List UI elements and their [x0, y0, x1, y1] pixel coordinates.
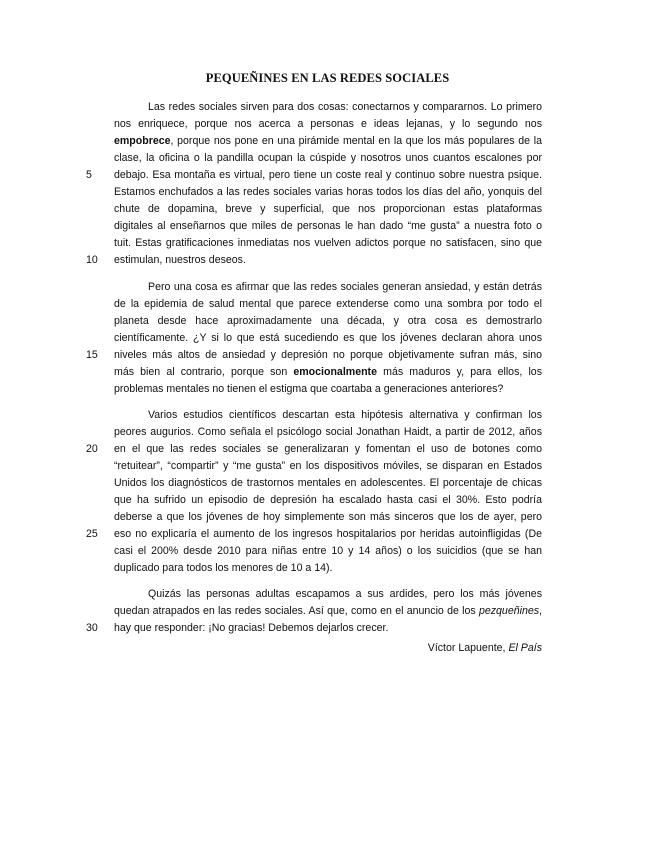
- text-run: “retuitear”, “compartir” y “me gusta” en los dispositivos móviles, se disparan en Estados: [114, 460, 542, 472]
- text-line: [114, 150, 542, 167]
- bold-word: empobrece: [114, 135, 171, 147]
- signature: [428, 640, 542, 657]
- text-run: chute de dopamina, breve y superficial, que nos proporcionan estas plataformas: [114, 203, 542, 215]
- text-line: [114, 620, 542, 637]
- line-number: 15: [86, 349, 98, 361]
- text-line: [114, 313, 542, 330]
- text-line: [114, 167, 542, 184]
- text-line: [114, 201, 542, 218]
- text-line: [114, 218, 542, 235]
- text-run: clase, la oficina o la pandilla ocupan la cúspide y nosotros unos cuantos escalones por: [114, 152, 542, 164]
- text-run: hay que responder: ¡No gracias! Debemos dejarlos crecer.: [114, 622, 389, 634]
- text-line: [114, 296, 542, 313]
- text-run: más bien al contrario, porque son: [114, 366, 294, 378]
- text-line: [148, 99, 542, 116]
- text-run: de la epidemia de salud mental que parece extenderse como una sombra por todo el: [114, 298, 542, 310]
- text-line: [148, 279, 542, 296]
- text-line: [114, 509, 542, 526]
- text-line: [114, 475, 542, 492]
- text-run: digitales al enseñarnos que miles de personas le han dado “me gusta” a nuestra foto o: [114, 220, 542, 232]
- text-line: [114, 492, 542, 509]
- text-run: deberse a que los jóvenes de hoy simplemente son más sinceros que los de ayer, pero: [114, 511, 542, 523]
- text-run: quedan atrapados en las redes sociales. Así que, como en el anuncio de los: [114, 605, 479, 617]
- text-line: [114, 235, 542, 252]
- text-run: Varios estudios científicos descartan esta hipótesis alternativa y confirman los: [148, 409, 542, 421]
- text-run: , porque nos pone en una pirámide mental en la que los más populares de la: [170, 135, 542, 147]
- text-run: niveles más altos de ansiedad y depresión no porque objetivamente sufran más, sino: [114, 349, 542, 361]
- text-run: debajo. Esa montaña es virtual, pero tiene un coste real y continuo sobre nuestra psique.: [114, 169, 542, 181]
- text-run: que ha sufrido un episodio de depresión ha escalado hasta casi el 30%. Esto podría: [114, 494, 542, 506]
- text-run: problemas mentales no tienen el estigma que coartaba a generaciones anteriores?: [114, 383, 504, 395]
- line-number: 5: [86, 169, 92, 181]
- text-line: [114, 330, 542, 347]
- author-name: Víctor Lapuente,: [427, 642, 509, 654]
- document-title: PEQUEÑINES EN LAS REDES SOCIALES: [205, 71, 450, 85]
- text-run: en el que las redes sociales se generalizaran y fomentan el uso de botones como: [114, 443, 542, 455]
- italic-word: pezqueñines: [478, 605, 540, 617]
- text-line: [114, 543, 542, 560]
- text-line: [114, 364, 542, 381]
- text-run: tuit. Estas gratificaciones inmediatas nos vuelven adictos porque no satisfacen, sino que: [114, 237, 542, 249]
- text-run: nos enriquece, porque nos acerca a personas e ideas lejanas, y lo segundo nos: [114, 118, 542, 130]
- text-run: estimulan, nuestros deseos.: [114, 254, 246, 266]
- text-run: Quizás las personas adultas escapamos a sus ardides, pero los más jóvenes: [148, 588, 542, 600]
- text-run: duplicado para todos los menores de 10 a 14).: [114, 562, 333, 574]
- text-line: [114, 116, 542, 133]
- text-line: [114, 603, 542, 620]
- text-run: Las redes sociales sirven para dos cosas: conectarnos y compararnos. Lo primero: [148, 101, 542, 113]
- text-run: ,: [539, 605, 542, 617]
- text-run: más maduros y, para ellos, los: [376, 366, 542, 378]
- line-number: 30: [86, 622, 98, 634]
- line-number: 10: [86, 254, 98, 266]
- text-line: [114, 381, 542, 398]
- text-run: Estamos enchufados a las redes sociales varias horas todos los días del año, yonquis del: [114, 186, 542, 198]
- text-run: Pero una cosa es afirmar que las redes sociales generan ansiedad, y están detrás: [148, 281, 542, 293]
- text-line: [114, 133, 542, 150]
- text-line: [114, 347, 542, 364]
- text-run: peores augurios. Como señala el psicólogo social Jonathan Haidt, a partir de 2012, años: [114, 426, 542, 438]
- bold-word: emocionalmente: [293, 366, 377, 378]
- text-line: [114, 441, 542, 458]
- text-line: [148, 586, 542, 603]
- line-number: 20: [86, 443, 98, 455]
- text-line: [114, 184, 542, 201]
- text-run: casi el 200% desde 2010 para niñas entre 10 y 14 años) o los suicidios (que se han: [114, 545, 542, 557]
- text-run: científicamente. ¿Y si lo que está sucediendo es que los jóvenes declaran ahora unos: [114, 332, 542, 344]
- line-number: 25: [86, 528, 98, 540]
- text-line: [114, 526, 542, 543]
- text-run: eso no explicaría el aumento de los ingresos hospitalarios por heridas autoinfligidas (De: [114, 528, 542, 540]
- publication-name: El País: [508, 642, 542, 654]
- text-line: [114, 560, 542, 577]
- text-line: [114, 252, 542, 269]
- text-line: [114, 458, 542, 475]
- text-run: Unidos los diagnósticos de trastornos mentales en adolescentes. El porcentaje de chicas: [114, 477, 542, 489]
- text-run: planeta desde hace aproximadamente una década, y otra cosa es demostrarlo: [114, 315, 542, 327]
- text-line: [114, 424, 542, 441]
- text-line: [148, 407, 542, 424]
